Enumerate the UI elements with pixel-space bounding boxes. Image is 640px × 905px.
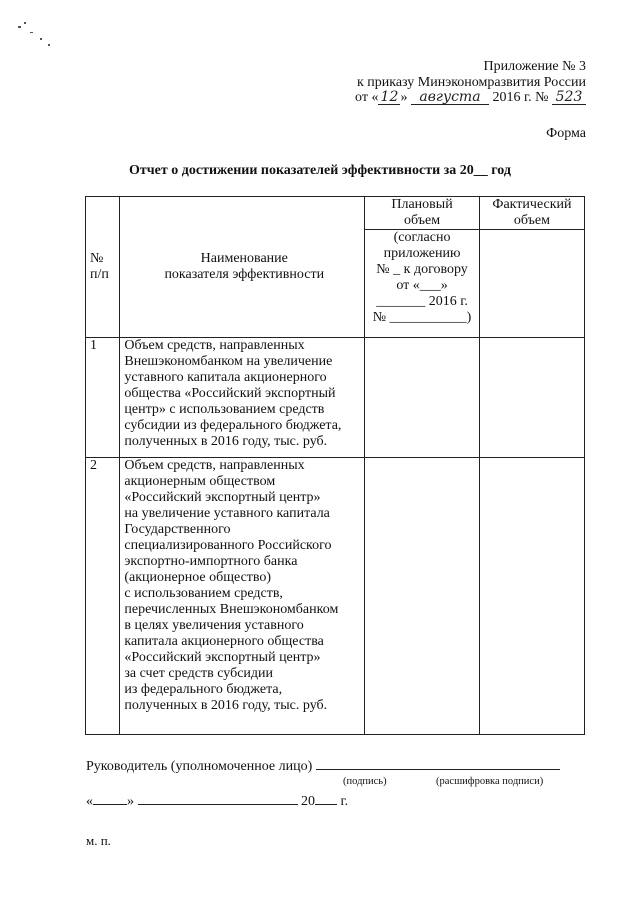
header-name-line: Наименование (200, 251, 288, 266)
order-reference: к приказу Минэкономразвития России (356, 75, 586, 90)
appendix-label: Приложение № 3 (483, 59, 586, 74)
signer-label: Руководитель (уполномоченное лицо) (86, 759, 313, 774)
scan-artifact (18, 26, 21, 28)
date-year-suffix: г. (340, 794, 349, 809)
scan-artifact (30, 32, 33, 33)
row-text-line: центр» с использованием средств (124, 402, 325, 417)
handwritten-day: 12 (378, 90, 400, 105)
row-text-line: общества «Российский экспортный (124, 386, 336, 401)
date-year-prefix: 20 (301, 794, 315, 809)
signer-line (86, 757, 560, 775)
row-text-line: Внешэкономбанком на увеличение (124, 354, 333, 369)
row-text-line: полученных в 2016 году, тыс. руб. (124, 434, 328, 449)
planned-sub-line: № ___________) (372, 310, 472, 325)
date-prefix: от « (355, 90, 379, 105)
indicators-table (85, 196, 585, 735)
form-label: Форма (546, 126, 586, 141)
row-text-line: акционерным обществом (124, 474, 276, 489)
row-planned-value[interactable] (365, 338, 480, 458)
row-number: 1 (86, 338, 120, 458)
planned-sub-line: приложению (383, 246, 461, 261)
header-num-line: п/п (90, 267, 109, 282)
row-text-line: Объем средств, направленных (124, 338, 305, 353)
row-text-line: «Российский экспортный центр» (124, 490, 321, 505)
planned-sub-line: № _ к договору (376, 262, 468, 277)
decoding-caption: (расшифровка подписи) (436, 776, 544, 787)
date-month-field[interactable] (138, 792, 298, 805)
row-text-line: субсидии из федерального бюджета, (124, 418, 342, 433)
header-name-line: показателя эффективности (164, 267, 325, 282)
row-text-line: экспортно-импортного банка (124, 554, 298, 569)
planned-sub-line: от «___» (396, 278, 448, 293)
header-actual-line: объем (513, 213, 550, 228)
row-text-line: полученных в 2016 году, тыс. руб. (124, 698, 328, 713)
table-row (86, 338, 585, 458)
row-text-line: Объем средств, направленных (124, 458, 305, 473)
header-indicator-name (120, 197, 365, 338)
date-year-field[interactable] (315, 792, 337, 805)
row-text-line: за счет средств субсидии (124, 666, 274, 681)
header-planned-volume (365, 197, 480, 230)
seal-label: м. п. (86, 833, 111, 848)
row-text-line: «Российский экспортный центр» (124, 650, 321, 665)
date-close-quote: » (127, 794, 134, 809)
row-indicator-name (120, 338, 365, 458)
order-date-line: от « 12 » августа 2016 г. № 523 (355, 90, 586, 106)
header-planned-line: объем (403, 213, 441, 228)
row-actual-value[interactable] (479, 458, 584, 735)
actual-volume-empty-header (479, 230, 584, 338)
row-text-line: на увеличение уставного капитала (124, 506, 330, 521)
header-actual-line: Фактический (492, 197, 572, 212)
header-num-line: № (90, 251, 104, 266)
header-planned-sub (365, 230, 480, 338)
scan-artifact (40, 38, 42, 40)
planned-sub-line: (согласно (393, 230, 451, 245)
signature-field[interactable] (316, 757, 560, 770)
scan-artifact (24, 22, 26, 24)
row-text-line: Государственного (124, 522, 231, 537)
header-num (86, 197, 120, 338)
header-actual-volume (479, 197, 584, 230)
row-text-line: перечисленных Внешэкономбанком (124, 602, 339, 617)
scan-artifact (48, 44, 50, 46)
row-text-line: в целях увеличения уставного (124, 618, 304, 633)
row-text-line: (акционерное общество) (124, 570, 272, 585)
signature-caption: (подпись) (343, 776, 387, 787)
report-title: Отчет о достижении показателей эффективности за 20__ год (129, 163, 511, 178)
row-text-line: из федерального бюджета, (124, 682, 283, 697)
planned-sub-line: _______ 2016 г. (376, 294, 468, 309)
header-planned-line: Плановый (391, 197, 453, 212)
row-indicator-name (120, 458, 365, 735)
handwritten-month: августа (411, 90, 489, 105)
row-text-line: уставного капитала акционерного (124, 370, 327, 385)
handwritten-order-number: 523 (552, 90, 586, 105)
row-actual-value[interactable] (479, 338, 584, 458)
row-number: 2 (86, 458, 120, 735)
date-open-quote: « (86, 794, 93, 809)
row-planned-value[interactable] (365, 458, 480, 735)
row-text-line: с использованием средств, (124, 586, 283, 601)
date-line (86, 792, 348, 810)
table-row (86, 458, 585, 735)
date-year: 2016 г. № (492, 90, 549, 105)
row-text-line: специализированного Российского (124, 538, 332, 553)
row-text-line: капитала акционерного общества (124, 634, 324, 649)
date-day-field[interactable] (93, 792, 127, 805)
